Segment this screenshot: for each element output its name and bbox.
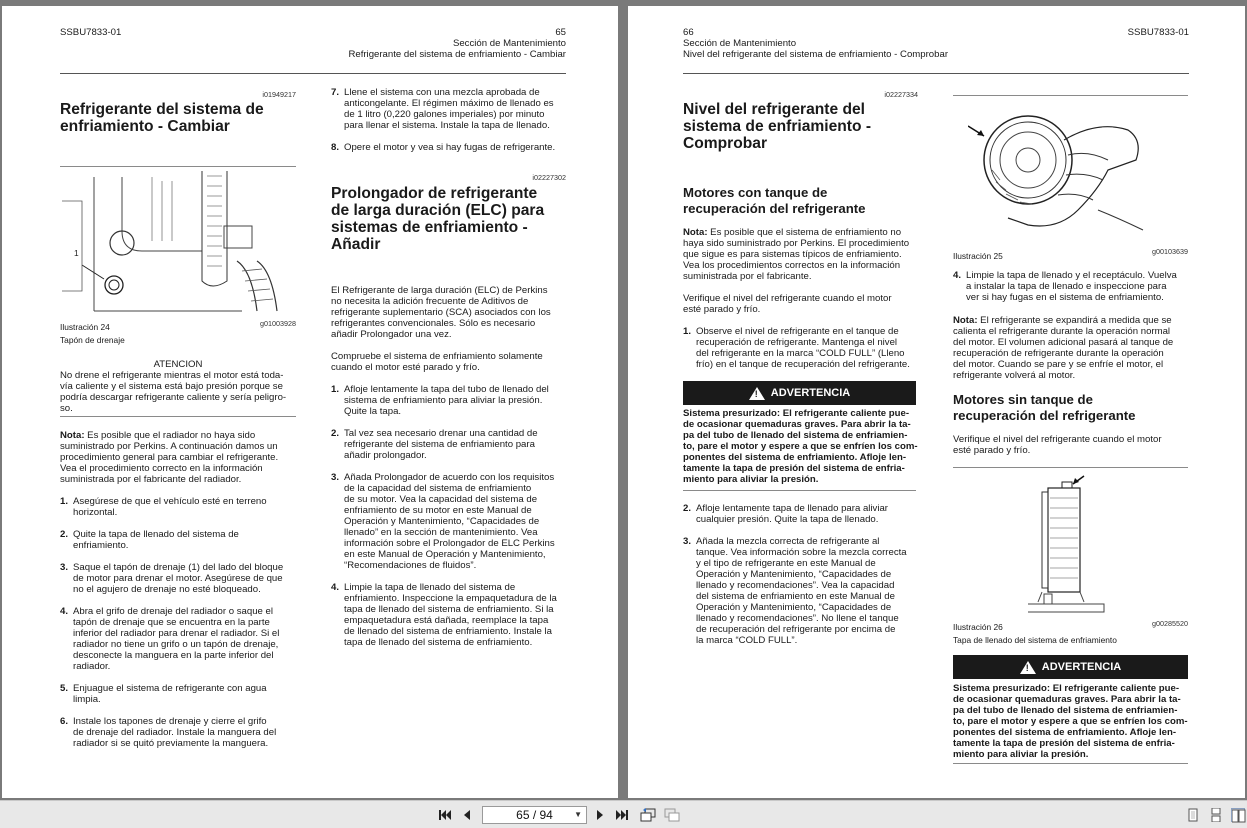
ref-code-2: i02227302 <box>532 173 566 182</box>
note-expansion: Nota: El refrigerante se expandirá a medida que se calienta el refrigerante durante la operación normal del motor. El volumen adicional pasará al tanque de recuperación de refrigerante durante la operación del motor. Cuando se pare y se enfríe el motor, el refrigerante volverá al motor. <box>953 315 1174 381</box>
section-heading: Nivel del refrigerante del sistema de enfriamiento - Comprobar <box>683 101 872 152</box>
continuous-page-icon <box>1209 808 1223 822</box>
filler-cap-hand-illustration <box>968 100 1148 240</box>
go-back-view-button[interactable] <box>640 808 654 822</box>
section-heading: Refrigerante del sistema de enfriamiento - Cambiar <box>60 101 264 135</box>
last-page-icon <box>615 808 629 822</box>
elc-step-1: 1. Afloje lentamente la tapa del tubo de llenado del sistema de enfriamiento para aliviar la presión. Quite la tapa. <box>331 384 549 417</box>
page-number-select[interactable]: 65 / 94 ▼ <box>482 806 587 824</box>
back-view-icon <box>640 808 656 822</box>
illustration-26-caption: Tapa de llenado del sistema de enfriamiento <box>953 635 1117 645</box>
callout-number: 1 <box>74 248 79 258</box>
elc-step-3: 3. Añada Prolongador de acuerdo con los requisitos de la capacidad del sistema de enfriamiento de su motor. Vea la capacidad del sistema de enfriamiento de su motor en este Manual de Operación y Mantenimiento, “Capacidades de llenado” en la sección de mantenimiento. Vea información sobre el Prolongador de ELC Perkins en este Manual de Operación y Mantenimiento, “Recomendaciones de fluidos”. <box>331 472 555 571</box>
forward-view-icon <box>664 808 680 822</box>
viewer-toolbar <box>0 800 1247 828</box>
go-forward-view-button[interactable] <box>664 808 678 822</box>
subheading-with-tank: Motores con tanque de recuperación del refrigerante <box>683 185 866 216</box>
ref-code: i01949217 <box>262 90 296 99</box>
single-page-icon <box>1186 808 1200 822</box>
ref-code: i02227334 <box>884 90 918 99</box>
step-4: 4. Abra el grifo de drenaje del radiador o saque el tapón de drenaje que se encuentra en la parte inferior del radiador para drenar el radiador. Si el radiador no tiene un grifo o un tapón de drenaje, desconecte la manguera en la parte inferior del radiador. <box>60 606 280 672</box>
warning-text-2: Sistema presurizado: El refrigerante caliente pue- de ocasionar quemaduras graves. Para abrir la ta- pa del tubo de llenado del sistema de enfriamien- to, pare el motor y espere a que se enfríen los com- ponentes del sistema de enfriamiento. Afloje len- tamente la tapa de presión del sistema de enfria- miento para aliviar la presión. <box>953 683 1188 760</box>
illustration-code: g01003928 <box>260 319 296 328</box>
illustration-25-label: Ilustración 25 <box>953 251 1003 261</box>
illustration-25-code: g00103639 <box>1152 247 1188 256</box>
last-page-button[interactable] <box>615 808 629 822</box>
first-page-button[interactable] <box>438 808 452 822</box>
page-number: 66 <box>683 27 694 38</box>
facing-pages-icon <box>1232 809 1246 823</box>
warning-icon <box>1020 661 1036 674</box>
attention-title: ATENCION <box>153 359 203 370</box>
two-page-view-button[interactable] <box>1231 808 1245 822</box>
subheading-without-tank: Motores sin tanque de recuperación del refrigerante <box>953 392 1136 423</box>
note-paragraph: Nota: Es posible que el sistema de enfriamiento no haya sido suministrado por Perkins. El procedimiento que sigue es para sistemas típicos de enfriamiento. Vea los procedimientos correctos en la información suministrada por el fabricante. <box>683 227 910 282</box>
drain-plug-illustration <box>62 171 296 317</box>
radiator-cap-illustration <box>1028 474 1108 614</box>
warning-text: Sistema presurizado: El refrigerante caliente pue- de ocasionar quemaduras graves. Para abrir la ta- pa del tubo de llenado del sistema de enfriamien- to, pare el motor y espere a que se enfríen los com- ponentes del sistema de enfriamiento. Afloje len- tamente la tapa de presión del sistema de enfria- miento para aliviar la presión. <box>683 408 918 485</box>
figure-rule-2 <box>953 467 1188 468</box>
elc-paragraph: El Refrigerante de larga duración (ELC) de Perkins no necesita la adición frecuente de Aditivos de refrigerante suplementario (SCA) asociados con los refrigerantes convencionales. Sólo es necesario añadir Prolongador una vez. <box>331 285 551 340</box>
step-2: 2. Quite la tapa de llenado del sistema de enfriamiento. <box>60 529 239 551</box>
elc-step-4: 4. Limpie la tapa de llenado del sistema de enfriamiento. Inspeccione la empaquetadura de la tapa de llenado del sistema de enfriamiento. Si la empaquetadura está dañada, reemplace la tapa de llenado del sistema de enfriamiento. Instale la tapa de llenado del sistema de enfriamiento. <box>331 582 557 648</box>
previous-page-button[interactable] <box>460 808 474 822</box>
verify-paragraph: Verifique el nivel del refrigerante cuando el motor esté parado y frío. <box>683 293 892 315</box>
header-rule <box>683 73 1189 74</box>
attention-text: No drene el refrigerante mientras el motor está toda- vía caliente y el sistema está bajo presión porque se podría descargar refrigerante caliente y sería peligro- so. <box>60 370 287 414</box>
elc-step-2: 2. Tal vez sea necesario drenar una cantidad de refrigerante del sistema de enfriamiento para añadir prolongador. <box>331 428 538 461</box>
chevron-right-icon <box>593 808 607 822</box>
page-66 <box>628 6 1245 798</box>
warning-rule-2 <box>953 763 1188 764</box>
figure-rule <box>953 95 1188 96</box>
header-rule <box>60 73 566 74</box>
section-name: Sección de Mantenimiento <box>683 38 797 49</box>
step-6: 6. Instale los tapones de drenaje y cierre el grifo de drenaje del radiador. Instale la manguera del radiador si se quitó previamente la manguera. <box>60 716 277 749</box>
warning-banner-2: ! ADVERTENCIA <box>953 655 1188 679</box>
warning-icon <box>749 387 765 400</box>
page-number: 65 <box>555 27 566 38</box>
step-3: 3. Añada la mezcla correcta de refrigerante al tanque. Vea información sobre la mezcla correcta y el tipo de refrigerante en este Manual de Operación y Mantenimiento, “Capacidades de llenado y recomendaciones”. Vea la capacidad del sistema de enfriamiento en este Manual de Operación y Mantenimiento, “Capacidades de llenado y recomendaciones”. No llene el tanque de recuperación del refrigerante por encima de la marca “COLD FULL”. <box>683 536 907 646</box>
single-page-view-button[interactable] <box>1186 808 1200 822</box>
step-8: 8. Opere el motor y vea si hay fugas de refrigerante. <box>331 142 556 153</box>
running-title: Nivel del refrigerante del sistema de enfriamiento - Comprobar <box>683 49 949 60</box>
continuous-view-button[interactable] <box>1209 808 1223 822</box>
step-4: 4. Limpie la tapa de llenado y el receptáculo. Vuelva a instalar la tapa de llenado e inspeccione para ver si hay fugas en el sistema de enfriamiento. <box>953 270 1177 303</box>
running-title: Refrigerante del sistema de enfriamiento - Cambiar <box>348 49 566 60</box>
illustration-26-label: Ilustración 26 <box>953 622 1003 632</box>
doc-code: SSBU7833-01 <box>1127 27 1189 38</box>
section-heading-2: Prolongador de refrigerante de larga duración (ELC) para sistemas de enfriamiento - Añadir <box>331 185 545 253</box>
section-name: Sección de Mantenimiento <box>452 38 566 49</box>
chevron-down-icon: ▼ <box>574 810 582 819</box>
warning-rule <box>683 490 916 491</box>
illustration-label: Ilustración 24 <box>60 322 110 332</box>
step-5: 5. Enjuague el sistema de refrigerante con agua limpia. <box>60 683 267 705</box>
first-page-icon <box>438 808 452 822</box>
illustration-26-code: g00285520 <box>1152 619 1188 628</box>
step-3: 3. Saque el tapón de drenaje (1) del lado del bloque de motor para drenar el motor. Asegúrese de que no el agujero de drenaje no esté bloqueado. <box>60 562 284 595</box>
note-paragraph: Nota: Es posible que el radiador no haya sido suministrado por Perkins. A continuación damos un procedimiento general para cambiar el refrigerante. Vea el procedimiento correcto en la información suministrada por el fabricante del radiador. <box>60 430 279 485</box>
attention-rule <box>60 416 296 417</box>
page-65 <box>2 6 618 798</box>
illustration-caption: Tapón de drenaje <box>60 335 125 345</box>
step-7: 7. Llene el sistema con una mezcla aprobada de anticongelante. El régimen máximo de llenado es de 1 litro (0,220 galones imperiales) por minuto para llenar el sistema. Instale la tapa de llenado. <box>331 87 554 131</box>
figure-rule <box>60 166 296 167</box>
check-paragraph: Compruebe el sistema de enfriamiento solamente cuando el motor esté parado y frío. <box>331 351 543 373</box>
step-1: 1. Asegúrese de que el vehículo esté en terreno horizontal. <box>60 496 267 518</box>
warning-banner: ! ADVERTENCIA <box>683 381 916 405</box>
doc-code: SSBU7833-01 <box>60 27 122 38</box>
step-1: 1. Observe el nivel de refrigerante en el tanque de recuperación de refrigerante. Mantenga el nivel del refrigerante en la marca “COLD FULL” (Lleno frío) en el tanque de recuperación del refrigerante. <box>683 326 910 370</box>
step-2: 2. Afloje lentamente tapa de llenado para aliviar cualquier presión. Quite la tapa de llenado. <box>683 503 889 525</box>
verify-paragraph-2: Verifique el nivel del refrigerante cuando el motor esté parado y frío. <box>953 434 1162 456</box>
chevron-left-icon <box>460 808 474 822</box>
next-page-button[interactable] <box>593 808 607 822</box>
